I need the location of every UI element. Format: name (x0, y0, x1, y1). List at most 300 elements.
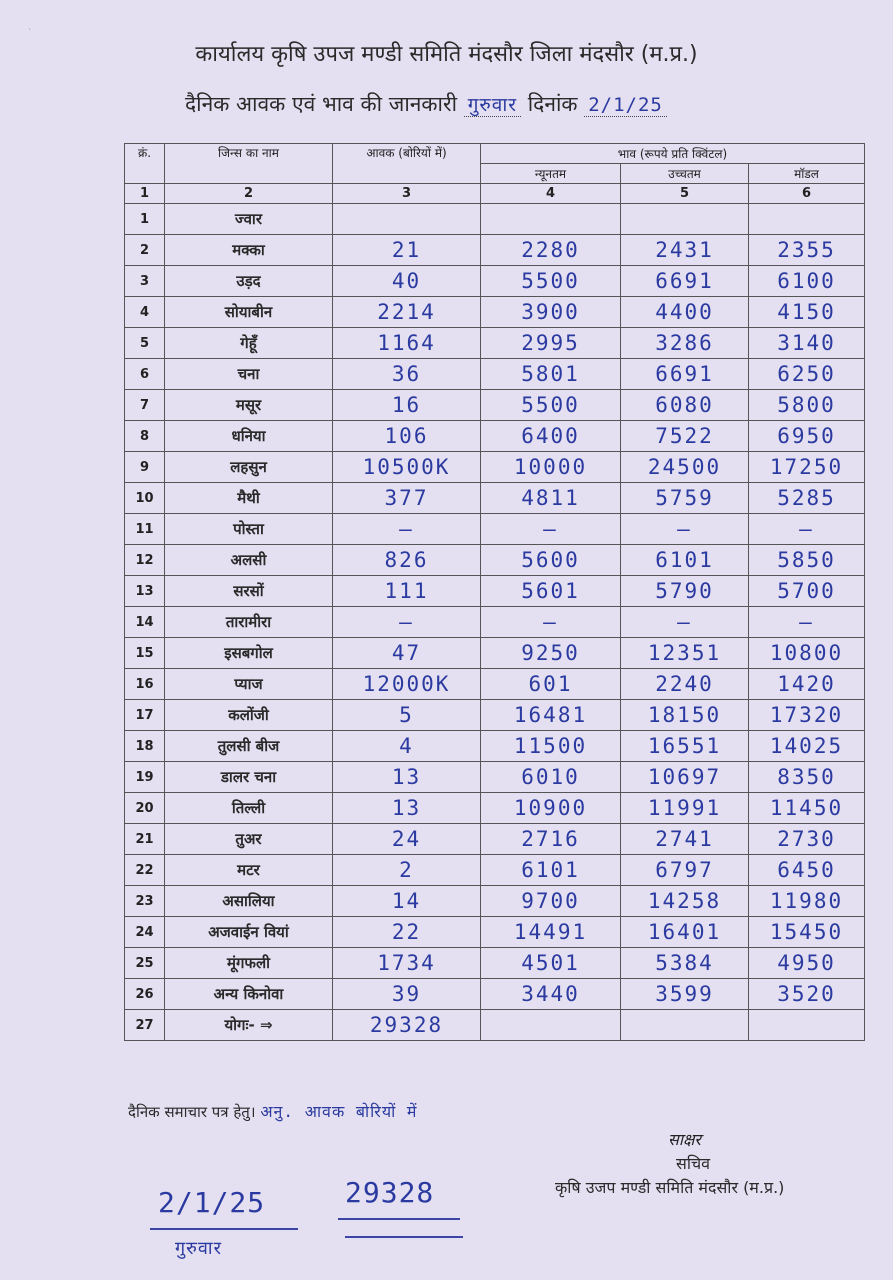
row-serial-number: 12 (125, 545, 165, 576)
table-row (125, 917, 865, 948)
arrival-value: 2214 (377, 300, 436, 324)
max-price-value-cell (621, 948, 749, 979)
modal-price-value: 5850 (777, 548, 836, 572)
max-price-value: 3286 (655, 331, 714, 355)
min-price-value: 6400 (521, 424, 580, 448)
max-price-value-cell (621, 762, 749, 793)
max-price-value: 2741 (655, 827, 714, 851)
handwritten-date: 2/1/25 (584, 94, 667, 117)
office-name: कृषि उजप मण्डी समिति मंदसौर (म.प्र.) (555, 1178, 785, 1197)
max-price-value: — (677, 517, 692, 541)
table-row (125, 390, 865, 421)
min-price-value-cell (481, 390, 621, 421)
max-price-value: 7522 (655, 424, 714, 448)
min-price-value-cell (481, 328, 621, 359)
min-price-value: 2716 (521, 827, 580, 851)
arrival-value: 4 (399, 734, 414, 758)
min-price-value-cell (481, 545, 621, 576)
arrival-value-cell (333, 638, 481, 669)
table-row (125, 452, 865, 483)
modal-price-value-cell (749, 204, 865, 235)
header-min-price: न्यूनतम (481, 164, 621, 184)
signature: साक्षर (668, 1130, 701, 1149)
arrival-value: 14 (391, 889, 422, 913)
commodity-name: तिल्ली (165, 793, 333, 824)
row-serial-number: 11 (125, 514, 165, 545)
modal-price-value: 5285 (777, 486, 836, 510)
arrival-value-cell (333, 793, 481, 824)
row-serial-number: 1 (125, 204, 165, 235)
arrival-value-cell (333, 917, 481, 948)
min-price-value-cell (481, 1010, 621, 1041)
designation: सचिव (676, 1154, 711, 1173)
modal-price-value-cell (749, 328, 865, 359)
max-price-value-cell (621, 700, 749, 731)
min-price-value-cell (481, 669, 621, 700)
min-price-value-cell (481, 824, 621, 855)
row-serial-number: 25 (125, 948, 165, 979)
arrival-value: 21 (391, 238, 422, 262)
column-number-row (125, 184, 865, 204)
table-row (125, 359, 865, 390)
modal-price-value: 11450 (769, 796, 844, 820)
min-price-value-cell (481, 359, 621, 390)
modal-price-value-cell (749, 266, 865, 297)
header-commodity: जिन्स का नाम (165, 144, 333, 184)
modal-price-value: — (799, 517, 814, 541)
min-price-value: 5500 (521, 269, 580, 293)
corner-mark: ॱ (28, 27, 32, 38)
max-price-value-cell (621, 483, 749, 514)
min-price-value-cell (481, 297, 621, 328)
arrival-value-cell (333, 824, 481, 855)
date-label: दिनांक (527, 92, 578, 116)
max-price-value-cell (621, 886, 749, 917)
subtitle-text: दैनिक आवक एवं भाव की जानकारी (185, 92, 458, 116)
max-price-value: 16401 (647, 920, 722, 944)
column-number: 5 (621, 184, 749, 204)
arrival-value-cell (333, 421, 481, 452)
arrival-value: 22 (391, 920, 422, 944)
max-price-value: 6691 (655, 362, 714, 386)
commodity-name: मटर (165, 855, 333, 886)
row-serial-number: 10 (125, 483, 165, 514)
modal-price-value: 5700 (777, 579, 836, 603)
modal-price-value: 11980 (769, 889, 844, 913)
row-serial-number: 15 (125, 638, 165, 669)
max-price-value-cell (621, 359, 749, 390)
arrival-value-cell (333, 1010, 481, 1041)
arrival-value-cell (333, 669, 481, 700)
max-price-value: 18150 (647, 703, 722, 727)
modal-price-value: — (799, 610, 814, 634)
min-price-value: 2995 (521, 331, 580, 355)
min-price-value: 10000 (513, 455, 588, 479)
commodity-name: प्याज (165, 669, 333, 700)
modal-price-value-cell (749, 514, 865, 545)
arrival-value: 13 (391, 765, 422, 789)
commodity-name: चना (165, 359, 333, 390)
commodity-name: मसूर (165, 390, 333, 421)
min-price-value-cell (481, 576, 621, 607)
max-price-value-cell (621, 421, 749, 452)
header-arrival: आवक (बोरियों में) (333, 144, 481, 184)
max-price-value-cell (621, 1010, 749, 1041)
row-serial-number: 8 (125, 421, 165, 452)
min-price-value: 9250 (521, 641, 580, 665)
modal-price-value-cell (749, 576, 865, 607)
max-price-value-cell (621, 390, 749, 421)
modal-price-value-cell (749, 979, 865, 1010)
max-price-value: 6080 (655, 393, 714, 417)
modal-price-value-cell (749, 483, 865, 514)
modal-price-value-cell (749, 297, 865, 328)
arrival-value-cell (333, 297, 481, 328)
bottom-handwritten-total: 29328 (345, 1176, 435, 1209)
table-row (125, 638, 865, 669)
min-price-value-cell (481, 483, 621, 514)
row-serial-number: 27 (125, 1010, 165, 1041)
header-modal-price: मॉडल (749, 164, 865, 184)
min-price-value-cell (481, 452, 621, 483)
min-price-value: 10900 (513, 796, 588, 820)
min-price-value: 601 (528, 672, 573, 696)
row-serial-number: 7 (125, 390, 165, 421)
max-price-value-cell (621, 917, 749, 948)
arrival-value: 2 (399, 858, 414, 882)
modal-price-value: 1420 (777, 672, 836, 696)
modal-price-value-cell (749, 731, 865, 762)
arrival-value: 47 (391, 641, 422, 665)
table-row (125, 421, 865, 452)
min-price-value-cell (481, 762, 621, 793)
min-price-value: 4811 (521, 486, 580, 510)
table-row (125, 576, 865, 607)
commodity-name: असालिया (165, 886, 333, 917)
max-price-value-cell (621, 731, 749, 762)
min-price-value-cell (481, 731, 621, 762)
max-price-value-cell (621, 452, 749, 483)
row-serial-number: 17 (125, 700, 165, 731)
min-price-value-cell (481, 855, 621, 886)
max-price-value: 5384 (655, 951, 714, 975)
min-price-value-cell (481, 638, 621, 669)
commodity-name: सरसों (165, 576, 333, 607)
modal-price-value-cell (749, 421, 865, 452)
arrival-value: 16 (391, 393, 422, 417)
underline (150, 1228, 298, 1230)
modal-price-value: 15450 (769, 920, 844, 944)
commodity-name: मूंगफली (165, 948, 333, 979)
modal-price-value-cell (749, 917, 865, 948)
arrival-value: — (399, 610, 414, 634)
modal-price-value-cell (749, 762, 865, 793)
arrival-value-cell (333, 514, 481, 545)
column-number: 6 (749, 184, 865, 204)
table-row (125, 731, 865, 762)
table-row (125, 545, 865, 576)
table-row (125, 700, 865, 731)
footer-note-text: दैनिक समाचार पत्र हेतु। (128, 1103, 256, 1121)
modal-price-value: 5800 (777, 393, 836, 417)
commodity-name: कलोंजी (165, 700, 333, 731)
commodity-name: मक्का (165, 235, 333, 266)
max-price-value: 24500 (647, 455, 722, 479)
arrival-value-cell (333, 235, 481, 266)
table-row (125, 824, 865, 855)
commodity-name: योगः- ⇒ (165, 1010, 333, 1041)
modal-price-value: 2355 (777, 238, 836, 262)
max-price-value: 5790 (655, 579, 714, 603)
arrival-value-cell (333, 886, 481, 917)
arrival-value: 5 (399, 703, 414, 727)
arrival-value-cell (333, 359, 481, 390)
footer-note (128, 1100, 417, 1122)
modal-price-value: 6450 (777, 858, 836, 882)
arrival-value-cell (333, 855, 481, 886)
commodity-name: धनिया (165, 421, 333, 452)
row-serial-number: 24 (125, 917, 165, 948)
min-price-value-cell (481, 917, 621, 948)
row-serial-number: 23 (125, 886, 165, 917)
arrival-value: 40 (391, 269, 422, 293)
row-serial-number: 26 (125, 979, 165, 1010)
modal-price-value-cell (749, 390, 865, 421)
commodity-name: लहसुन (165, 452, 333, 483)
arrival-value: 1734 (377, 951, 436, 975)
modal-price-value-cell (749, 793, 865, 824)
max-price-value-cell (621, 297, 749, 328)
column-number: 2 (165, 184, 333, 204)
underline (338, 1218, 460, 1220)
min-price-value: — (543, 610, 558, 634)
modal-price-value: 3140 (777, 331, 836, 355)
min-price-value-cell (481, 793, 621, 824)
header-sn: क्रं. (125, 144, 165, 184)
min-price-value: 5601 (521, 579, 580, 603)
table-row (125, 483, 865, 514)
arrival-value-cell (333, 731, 481, 762)
modal-price-value: 6100 (777, 269, 836, 293)
modal-price-value-cell (749, 452, 865, 483)
commodity-name: अन्य किनोवा (165, 979, 333, 1010)
table-row (125, 328, 865, 359)
table-row (125, 886, 865, 917)
max-price-value-cell (621, 235, 749, 266)
min-price-value: 6101 (521, 858, 580, 882)
max-price-value-cell (621, 266, 749, 297)
max-price-value-cell (621, 514, 749, 545)
min-price-value-cell (481, 204, 621, 235)
arrival-price-table (124, 143, 865, 1041)
min-price-value: 3900 (521, 300, 580, 324)
arrival-value: 13 (391, 796, 422, 820)
arrival-value-cell (333, 979, 481, 1010)
row-serial-number: 22 (125, 855, 165, 886)
table-row (125, 607, 865, 638)
arrival-value: 1164 (377, 331, 436, 355)
column-number: 3 (333, 184, 481, 204)
modal-price-value: 10800 (769, 641, 844, 665)
row-serial-number: 13 (125, 576, 165, 607)
arrival-value: 12000K (362, 672, 451, 696)
commodity-name: पोस्ता (165, 514, 333, 545)
max-price-value: 6797 (655, 858, 714, 882)
max-price-value-cell (621, 204, 749, 235)
modal-price-value-cell (749, 886, 865, 917)
max-price-value: 4400 (655, 300, 714, 324)
arrival-value: 10500K (362, 455, 451, 479)
table-row (125, 204, 865, 235)
table-row (125, 979, 865, 1010)
arrival-value-cell (333, 390, 481, 421)
row-serial-number: 9 (125, 452, 165, 483)
modal-price-value: 6250 (777, 362, 836, 386)
table-row (125, 948, 865, 979)
row-serial-number: 18 (125, 731, 165, 762)
modal-price-value-cell (749, 607, 865, 638)
modal-price-value-cell (749, 638, 865, 669)
row-serial-number: 5 (125, 328, 165, 359)
min-price-value: 5500 (521, 393, 580, 417)
header-price-group: भाव (रूपये प्रति क्विंटल) (481, 144, 865, 164)
document-subtitle (185, 90, 667, 118)
max-price-value: 6691 (655, 269, 714, 293)
min-price-value-cell (481, 607, 621, 638)
modal-price-value-cell (749, 855, 865, 886)
min-price-value: 5801 (521, 362, 580, 386)
commodity-name: मैथी (165, 483, 333, 514)
max-price-value-cell (621, 328, 749, 359)
arrival-value: 29328 (369, 1013, 444, 1037)
commodity-name: सोयाबीन (165, 297, 333, 328)
commodity-name: तुलसी बीज (165, 731, 333, 762)
min-price-value-cell (481, 979, 621, 1010)
modal-price-value-cell (749, 669, 865, 700)
max-price-value: 11991 (647, 796, 722, 820)
arrival-value-cell (333, 545, 481, 576)
arrival-value: 111 (384, 579, 429, 603)
bottom-handwritten-date: 2/1/25 (158, 1186, 266, 1219)
table-row (125, 669, 865, 700)
arrival-value-cell (333, 483, 481, 514)
arrival-value-cell (333, 576, 481, 607)
modal-price-value-cell (749, 700, 865, 731)
modal-price-value-cell (749, 235, 865, 266)
table-row (125, 762, 865, 793)
header-max-price: उच्चतम (621, 164, 749, 184)
max-price-value-cell (621, 607, 749, 638)
table-row (125, 235, 865, 266)
arrival-value: 377 (384, 486, 429, 510)
max-price-value: 14258 (647, 889, 722, 913)
max-price-value: 12351 (647, 641, 722, 665)
arrival-value-cell (333, 452, 481, 483)
arrival-value: 39 (391, 982, 422, 1006)
row-serial-number: 2 (125, 235, 165, 266)
max-price-value: 2240 (655, 672, 714, 696)
commodity-name: तुअर (165, 824, 333, 855)
row-serial-number: 21 (125, 824, 165, 855)
commodity-name: उड़द (165, 266, 333, 297)
table-row (125, 855, 865, 886)
min-price-value: 3440 (521, 982, 580, 1006)
arrival-value-cell (333, 700, 481, 731)
min-price-value-cell (481, 948, 621, 979)
min-price-value: 11500 (513, 734, 588, 758)
min-price-value: 14491 (513, 920, 588, 944)
table-row (125, 297, 865, 328)
max-price-value-cell (621, 979, 749, 1010)
modal-price-value-cell (749, 1010, 865, 1041)
max-price-value-cell (621, 855, 749, 886)
max-price-value: 5759 (655, 486, 714, 510)
modal-price-value: 17320 (769, 703, 844, 727)
commodity-name: इसबगोल (165, 638, 333, 669)
modal-price-value: 14025 (769, 734, 844, 758)
min-price-value: 6010 (521, 765, 580, 789)
handwritten-day: गुरुवार (464, 94, 521, 117)
arrival-value-cell (333, 266, 481, 297)
row-serial-number: 6 (125, 359, 165, 390)
min-price-value-cell (481, 514, 621, 545)
modal-price-value: 4950 (777, 951, 836, 975)
modal-price-value: 17250 (769, 455, 844, 479)
modal-price-value: 6950 (777, 424, 836, 448)
modal-price-value-cell (749, 359, 865, 390)
row-serial-number: 20 (125, 793, 165, 824)
commodity-name: तारामीरा (165, 607, 333, 638)
modal-price-value: 8350 (777, 765, 836, 789)
max-price-value-cell (621, 669, 749, 700)
min-price-value: 2280 (521, 238, 580, 262)
row-serial-number: 14 (125, 607, 165, 638)
max-price-value: 10697 (647, 765, 722, 789)
max-price-value: 2431 (655, 238, 714, 262)
table-row (125, 266, 865, 297)
min-price-value-cell (481, 886, 621, 917)
bottom-handwritten-day: गुरुवार (175, 1238, 222, 1259)
row-serial-number: 19 (125, 762, 165, 793)
min-price-value: 16481 (513, 703, 588, 727)
arrival-value: — (399, 517, 414, 541)
arrival-value-cell (333, 607, 481, 638)
max-price-value: 6101 (655, 548, 714, 572)
footer-note-handwritten: अनु. आवक बोरियों में (260, 1102, 418, 1121)
commodity-name: डालर चना (165, 762, 333, 793)
table-row (125, 1010, 865, 1041)
min-price-value-cell (481, 700, 621, 731)
min-price-value-cell (481, 235, 621, 266)
arrival-value-cell (333, 328, 481, 359)
row-serial-number: 16 (125, 669, 165, 700)
modal-price-value-cell (749, 824, 865, 855)
min-price-value-cell (481, 421, 621, 452)
min-price-value: 9700 (521, 889, 580, 913)
max-price-value-cell (621, 824, 749, 855)
column-number: 4 (481, 184, 621, 204)
table-row (125, 793, 865, 824)
document-title: कार्यालय कृषि उपज मण्डी समिति मंदसौर जिला मंदसौर (म.प्र.) (195, 42, 698, 67)
arrival-value: 24 (391, 827, 422, 851)
max-price-value: 3599 (655, 982, 714, 1006)
commodity-name: ज्वार (165, 204, 333, 235)
row-serial-number: 3 (125, 266, 165, 297)
table-row (125, 514, 865, 545)
row-serial-number: 4 (125, 297, 165, 328)
arrival-value-cell (333, 948, 481, 979)
arrival-value: 826 (384, 548, 429, 572)
